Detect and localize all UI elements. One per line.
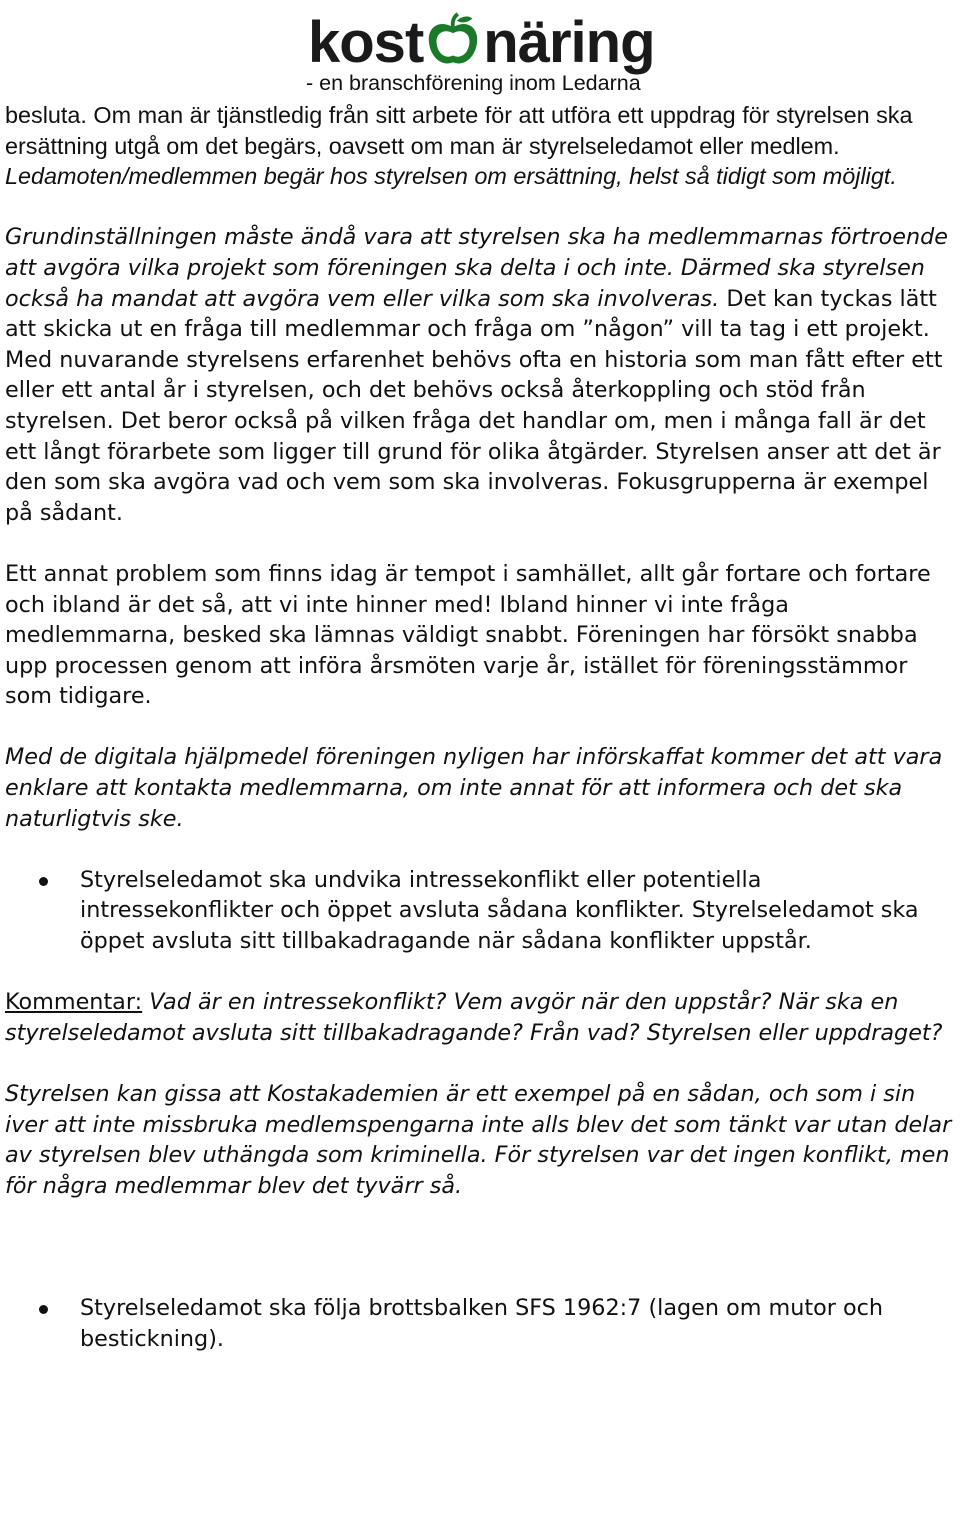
bullet-dot-icon: [39, 1305, 48, 1314]
bullet-list-2: [5, 1293, 960, 1354]
comment-label: Kommentar:: [5, 989, 143, 1016]
document-body: [5, 100, 960, 1385]
bullet-dot-icon: [39, 877, 48, 886]
list-item: [5, 865, 960, 957]
paragraph-1-tail: Ledamoten/medlemmen begär hos styrelsen om ersättning, helst så tidigt som möjligt.: [5, 163, 897, 190]
paragraph-2-part-a: Grundinställningen måste ändå vara att styrelsen ska ha medlemmarnas förtroende att avgöra vilka projekt som föreningen ska delta i och inte. Därmed ska styrelsen också ha mandat att avgöra vem eller vilka som ska involveras.: [5, 224, 948, 312]
paragraph-2-part-b: Det kan tyckas lätt att skicka ut en fråga till medlemmar och fråga om ”någon” vill ta tag i ett projekt.: [5, 285, 937, 343]
bullet-1-text: Styrelseledamot ska undvika intressekonflikt eller potentiella intressekonflikter och öppet avsluta sådana konflikter. Styrelseledamot ska öppet avsluta sitt tillbakadragande när sådana konflikter uppstår.: [80, 866, 919, 955]
paragraph-2: [5, 222, 960, 528]
bullet-list-1: [5, 865, 960, 957]
bullet-2-text: Styrelseledamot ska följa brottsbalken SFS 1962:7 (lagen om mutor och bestickning).: [80, 1294, 884, 1352]
page-header: [300, 0, 720, 100]
comment-paragraph: [5, 987, 960, 1048]
logo-text-left: kost: [308, 10, 424, 75]
logo-text-right: näring: [483, 10, 655, 75]
paragraph-1-lead: besluta. Om man är tjänstledig från sitt arbete för att utföra ett uppdrag för styrelsen ska ersättning utgå om det begärs, oavsett om man är styrelseledamot eller medlem.: [5, 102, 913, 159]
kostnaring-logo: [308, 4, 655, 74]
paragraph-1: [5, 100, 960, 192]
header-tagline: - en branschförening inom Ledarna: [306, 71, 641, 95]
comment-text: Vad är en intressekonflikt? Vem avgör när den uppstår? När ska en styrelseledamot avsluta sitt tillbakadragande? Från vad? Styrelsen eller uppdraget?: [5, 989, 943, 1046]
list-item: [5, 1293, 960, 1354]
spacer: [5, 1232, 960, 1293]
paragraph-5: Styrelsen kan gissa att Kostakademien är ett exempel på en sådan, och som i sin iver att inte missbruka medlemspengarna inte alls blev det som tänkt var utan delar av styrelsen blev uthängda som kriminella. För styrelsen var det ingen konflikt, men för några medlemmar blev det tyvärr så.: [5, 1081, 952, 1199]
paragraph-4: Med de digitala hjälpmedel föreningen nyligen har införskaffat kommer det att vara enklare att kontakta medlemmarna, om inte annat för att informera och det ska naturligtvis ske.: [5, 744, 943, 832]
apple-icon: [424, 12, 482, 70]
paragraph-3: Ett annat problem som finns idag är tempot i samhället, allt går fortare och fortare och ibland är det så, att vi inte hinner med! Ibland hinner vi inte fråga medlemmarna, besked ska lämnas väldigt snabbt. Föreningen har försökt snabba upp processen genom att införa årsmöten varje år, istället för föreningsstämmor som tidigare.: [5, 560, 931, 710]
paragraph-2-part-c: Med nuvarande styrelsens erfarenhet behövs ofta en historia som man fått efter ett eller ett antal år i styrelsen, och det behövs också återkoppling och stöd från styrelsen. Det beror också på vilken fråga det handlar om, men i många fall är det ett långt förarbete som ligger till grund för olika åtgärder. Styrelsen anser att det är den som ska avgöra vad och vem som ska involveras. Fokusgrupperna är exempel på sådant.: [5, 346, 943, 526]
